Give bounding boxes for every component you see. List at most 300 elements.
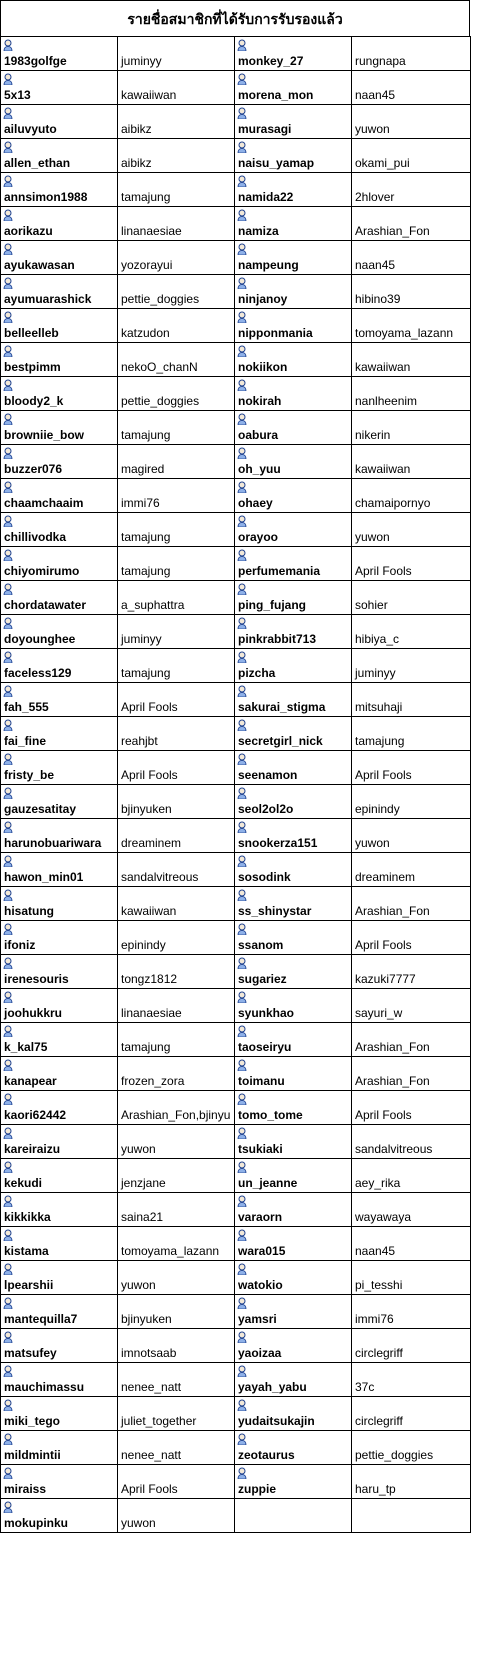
user-icon <box>3 1297 13 1309</box>
user-icon <box>3 277 13 289</box>
endorser-name-cell <box>118 37 235 71</box>
endorser-name-cell <box>352 581 471 615</box>
user-icon <box>237 481 247 493</box>
member-name-cell <box>235 955 352 989</box>
endorser-name-cell <box>118 343 235 377</box>
endorser-name-cell <box>352 139 471 173</box>
endorser-name-cell <box>118 105 235 139</box>
table-row <box>1 785 471 819</box>
table-row <box>1 139 471 173</box>
endorser-name-cell <box>352 717 471 751</box>
member-name: perfumemania <box>238 564 321 578</box>
endorser-name-cell <box>352 1329 471 1363</box>
user-icon <box>3 1093 13 1105</box>
member-name-cell <box>235 105 352 139</box>
page-title: รายชื่อสมาชิกที่ได้รับการรับรองแล้ว <box>0 0 470 36</box>
endorser-name: 2hlover <box>355 190 395 204</box>
endorser-name: hibino39 <box>355 292 401 306</box>
endorser-name-cell <box>118 411 235 445</box>
user-icon <box>3 1195 13 1207</box>
endorser-name: Arashian_Fon <box>355 1040 430 1054</box>
member-name: zuppie <box>238 1482 276 1496</box>
endorser-name: kazuki7777 <box>355 972 416 986</box>
endorser-name: Arashian_Fon <box>355 904 430 918</box>
member-name-cell <box>235 275 352 309</box>
endorser-name: 37c <box>355 1380 375 1394</box>
member-name-cell <box>235 1397 352 1431</box>
member-name: kanapear <box>4 1074 57 1088</box>
member-name: matsufey <box>4 1346 57 1360</box>
member-name: nokiikon <box>238 360 288 374</box>
table-row <box>1 615 471 649</box>
endorser-name-cell <box>352 37 471 71</box>
member-name-cell <box>235 989 352 1023</box>
endorser-name-cell <box>118 309 235 343</box>
table-row <box>1 683 471 717</box>
member-name: syunkhao <box>238 1006 295 1020</box>
member-name-cell <box>235 785 352 819</box>
member-name: irenesouris <box>4 972 69 986</box>
member-name: zeotaurus <box>238 1448 295 1462</box>
member-name: monkey_27 <box>238 54 304 68</box>
member-name: k_kal75 <box>4 1040 48 1054</box>
user-icon <box>237 1467 247 1479</box>
endorser-name-cell <box>352 853 471 887</box>
table-row <box>1 411 471 445</box>
user-icon <box>3 787 13 799</box>
table-row <box>1 173 471 207</box>
user-icon <box>237 1195 247 1207</box>
endorser-name-cell <box>352 173 471 207</box>
member-name-cell <box>235 445 352 479</box>
table-row <box>1 377 471 411</box>
endorser-name: chamaipornyo <box>355 496 431 510</box>
table-row <box>1 989 471 1023</box>
endorser-name-cell <box>352 683 471 717</box>
table-row <box>1 921 471 955</box>
user-icon <box>3 1229 13 1241</box>
member-name-cell <box>1 71 118 105</box>
table-row <box>1 1023 471 1057</box>
endorser-name-cell <box>352 819 471 853</box>
member-name: un_jeanne <box>238 1176 298 1190</box>
member-name-cell <box>1 1227 118 1261</box>
user-icon <box>3 1161 13 1173</box>
member-name: lpearshii <box>4 1278 54 1292</box>
member-name: seol2ol2o <box>238 802 294 816</box>
endorser-name-cell <box>352 1363 471 1397</box>
user-icon <box>3 481 13 493</box>
endorser-name-cell <box>118 139 235 173</box>
endorser-name: sayuri_w <box>355 1006 403 1020</box>
user-icon <box>237 243 247 255</box>
endorser-name-cell <box>118 955 235 989</box>
member-name: chiyomirumo <box>4 564 80 578</box>
endorser-name: circlegriff <box>355 1346 403 1360</box>
user-icon <box>237 1331 247 1343</box>
endorser-name-cell <box>118 785 235 819</box>
user-icon <box>3 1433 13 1445</box>
member-name-cell <box>1 989 118 1023</box>
endorser-name: wayawaya <box>355 1210 412 1224</box>
endorser-name-cell <box>118 479 235 513</box>
table-row <box>1 241 471 275</box>
member-name-cell <box>235 921 352 955</box>
endorser-name-cell <box>352 241 471 275</box>
member-name: toimanu <box>238 1074 285 1088</box>
endorser-name: kawaiiwan <box>121 88 177 102</box>
endorser-name: naan45 <box>355 88 396 102</box>
member-name: snookerza151 <box>238 836 318 850</box>
member-name-cell <box>1 1193 118 1227</box>
member-name-cell <box>1 717 118 751</box>
endorser-name: sandalvitreous <box>121 870 199 884</box>
member-name: yaoizaa <box>238 1346 282 1360</box>
member-name-cell <box>235 1295 352 1329</box>
user-icon <box>237 957 247 969</box>
member-name-cell <box>1 1431 118 1465</box>
user-icon <box>237 685 247 697</box>
member-name-cell <box>235 377 352 411</box>
member-name-cell <box>1 37 118 71</box>
endorser-name-cell <box>118 1023 235 1057</box>
endorser-name: nekoO_chanN <box>121 360 198 374</box>
member-name: joohukkru <box>4 1006 63 1020</box>
member-name: annsimon1988 <box>4 190 88 204</box>
endorser-name-cell <box>352 989 471 1023</box>
endorser-name: epinindy <box>355 802 400 816</box>
member-name: bloody2_k <box>4 394 64 408</box>
user-icon <box>237 379 247 391</box>
endorser-name-cell <box>352 411 471 445</box>
member-name-cell <box>1 853 118 887</box>
endorser-name: aibikz <box>121 156 152 170</box>
member-name-cell <box>1 241 118 275</box>
user-icon <box>3 107 13 119</box>
user-icon <box>237 1433 247 1445</box>
member-name-cell <box>1 887 118 921</box>
endorser-name: nenee_natt <box>121 1448 182 1462</box>
member-name: mauchimassu <box>4 1380 85 1394</box>
member-name-cell <box>235 717 352 751</box>
endorser-name: immi76 <box>355 1312 394 1326</box>
member-name-cell <box>1 513 118 547</box>
member-name: ping_fujang <box>238 598 306 612</box>
member-name: nampeung <box>238 258 299 272</box>
user-icon <box>3 719 13 731</box>
member-name-cell <box>1 1329 118 1363</box>
member-name: chillivodka <box>4 530 67 544</box>
member-name-cell <box>235 71 352 105</box>
table-row <box>1 955 471 989</box>
member-name-cell <box>235 241 352 275</box>
endorser-name-cell <box>352 1465 471 1499</box>
user-icon <box>237 1025 247 1037</box>
endorser-name: yozorayui <box>121 258 173 272</box>
endorser-name: aey_rika <box>355 1176 401 1190</box>
endorser-name: tomoyama_lazann <box>355 326 454 340</box>
member-name-cell <box>1 785 118 819</box>
member-name-cell <box>1 1159 118 1193</box>
member-name-cell <box>1 547 118 581</box>
endorser-name-cell <box>352 207 471 241</box>
endorser-name-cell <box>118 1091 235 1125</box>
endorser-name: juminyy <box>355 666 396 680</box>
user-icon <box>3 73 13 85</box>
member-name: chordatawater <box>4 598 87 612</box>
endorser-name: linanaesiae <box>121 224 182 238</box>
endorser-name: Arashian_Fon,bjinyu <box>121 1108 231 1122</box>
endorser-name: April Fools <box>121 768 178 782</box>
table-row <box>1 1295 471 1329</box>
member-name: kareiraizu <box>4 1142 61 1156</box>
member-name-cell <box>1 105 118 139</box>
endorser-name: jenzjane <box>121 1176 166 1190</box>
member-name-cell <box>1 1023 118 1057</box>
user-icon <box>3 753 13 765</box>
endorser-name-cell <box>352 71 471 105</box>
member-name: ssanom <box>238 938 284 952</box>
member-name: gauzesatitay <box>4 802 77 816</box>
endorser-name-cell <box>352 309 471 343</box>
user-icon <box>237 515 247 527</box>
endorser-name: tamajung <box>355 734 405 748</box>
table-row <box>1 309 471 343</box>
member-name-cell <box>1 479 118 513</box>
endorser-name: frozen_zora <box>121 1074 185 1088</box>
endorser-name-cell <box>118 683 235 717</box>
endorser-name-cell <box>352 1057 471 1091</box>
endorser-name: dreaminem <box>355 870 416 884</box>
member-name: taoseiryu <box>238 1040 292 1054</box>
user-icon <box>237 39 247 51</box>
endorser-name: tamajung <box>121 666 171 680</box>
table-row <box>1 445 471 479</box>
member-name: yamsri <box>238 1312 277 1326</box>
endorser-name-cell <box>352 1125 471 1159</box>
user-icon <box>237 1127 247 1139</box>
member-name-cell <box>1 207 118 241</box>
endorser-name: tamajung <box>121 1040 171 1054</box>
table-row <box>1 1397 471 1431</box>
member-name-cell <box>235 173 352 207</box>
user-icon <box>3 1501 13 1513</box>
member-name: chaamchaaim <box>4 496 84 510</box>
member-name: nokirah <box>238 394 282 408</box>
endorser-name-cell <box>118 275 235 309</box>
member-name: 5x13 <box>4 88 31 102</box>
endorser-name-cell <box>352 343 471 377</box>
member-name-cell <box>235 139 352 173</box>
user-icon <box>3 379 13 391</box>
member-name: miraiss <box>4 1482 47 1496</box>
user-icon <box>237 1263 247 1275</box>
member-name-cell <box>235 683 352 717</box>
member-name: pizcha <box>238 666 276 680</box>
endorser-name: tamajung <box>121 564 171 578</box>
member-name-cell <box>235 1091 352 1125</box>
table-row <box>1 1465 471 1499</box>
endorser-name-cell <box>118 921 235 955</box>
endorser-name-cell <box>118 581 235 615</box>
table-row <box>1 71 471 105</box>
user-icon <box>237 175 247 187</box>
endorser-name: sohier <box>355 598 388 612</box>
endorser-name-cell <box>118 1261 235 1295</box>
member-name: faceless129 <box>4 666 72 680</box>
table-row <box>1 513 471 547</box>
endorser-name-cell <box>352 445 471 479</box>
table-row <box>1 887 471 921</box>
member-name-cell <box>1 751 118 785</box>
endorser-name: kawaiiwan <box>121 904 177 918</box>
endorser-name-cell <box>118 513 235 547</box>
member-name: sosodink <box>238 870 291 884</box>
user-icon <box>237 73 247 85</box>
member-name: hawon_min01 <box>4 870 84 884</box>
member-name-cell <box>1 615 118 649</box>
member-name-cell <box>235 1159 352 1193</box>
table-row <box>1 343 471 377</box>
user-icon <box>3 957 13 969</box>
endorser-name: yuwon <box>121 1516 156 1530</box>
member-name: naisu_yamap <box>238 156 315 170</box>
endorser-name-cell <box>352 547 471 581</box>
user-icon <box>237 855 247 867</box>
member-name: pinkrabbit713 <box>238 632 317 646</box>
member-name: yudaitsukajin <box>238 1414 315 1428</box>
member-name-cell <box>1 173 118 207</box>
endorser-name-cell <box>118 751 235 785</box>
member-name-cell <box>235 1261 352 1295</box>
user-icon <box>237 923 247 935</box>
table-row <box>1 37 471 71</box>
member-name-cell <box>235 309 352 343</box>
member-name: tsukiaki <box>238 1142 283 1156</box>
user-icon <box>237 413 247 425</box>
member-name-cell <box>1 445 118 479</box>
endorser-name-cell <box>352 1295 471 1329</box>
user-icon <box>3 175 13 187</box>
member-name-cell <box>1 581 118 615</box>
member-name: kekudi <box>4 1176 43 1190</box>
endorser-name: nenee_natt <box>121 1380 182 1394</box>
endorser-name: April Fools <box>355 938 412 952</box>
member-name-cell <box>235 1227 352 1261</box>
endorser-name: April Fools <box>121 1482 178 1496</box>
table-row <box>1 819 471 853</box>
endorser-name: bjinyuken <box>121 1312 172 1326</box>
member-name: ohaey <box>238 496 273 510</box>
endorser-name: pettie_doggies <box>355 1448 434 1462</box>
endorser-name: katzudon <box>121 326 170 340</box>
member-name-cell <box>1 1363 118 1397</box>
user-icon <box>237 1365 247 1377</box>
member-name: hisatung <box>4 904 54 918</box>
endorser-name: pettie_doggies <box>121 292 200 306</box>
user-icon <box>237 583 247 595</box>
endorser-name-cell <box>352 615 471 649</box>
endorser-name-cell <box>118 989 235 1023</box>
endorser-name-cell <box>118 1329 235 1363</box>
endorser-name-cell <box>118 1159 235 1193</box>
endorser-name: April Fools <box>355 564 412 578</box>
table-row <box>1 1431 471 1465</box>
user-icon <box>237 821 247 833</box>
member-name: secretgirl_nick <box>238 734 323 748</box>
endorser-name-cell <box>352 955 471 989</box>
endorser-name-cell <box>352 921 471 955</box>
endorser-name-cell <box>352 513 471 547</box>
member-name-cell <box>1 309 118 343</box>
endorser-name: naan45 <box>355 258 396 272</box>
user-icon <box>237 1229 247 1241</box>
endorser-name-cell <box>352 751 471 785</box>
member-name-cell <box>1 1397 118 1431</box>
member-name: oabura <box>238 428 279 442</box>
endorser-name: okami_pui <box>355 156 410 170</box>
member-name-cell <box>1 411 118 445</box>
endorser-name-cell <box>352 275 471 309</box>
user-icon <box>237 311 247 323</box>
endorser-name-cell <box>352 1431 471 1465</box>
member-name: ayukawasan <box>4 258 75 272</box>
endorser-name-cell <box>352 479 471 513</box>
user-icon <box>3 651 13 663</box>
endorser-name: pi_tesshi <box>355 1278 403 1292</box>
user-icon <box>237 1059 247 1071</box>
member-name: ninjanoy <box>238 292 288 306</box>
endorser-name: tamajung <box>121 428 171 442</box>
member-name-cell <box>235 479 352 513</box>
endorser-name-cell <box>118 207 235 241</box>
endorser-name-cell <box>352 377 471 411</box>
member-name: ailuvyuto <box>4 122 57 136</box>
endorser-name-cell <box>352 1159 471 1193</box>
member-name: doyounghee <box>4 632 76 646</box>
member-name-cell <box>1 683 118 717</box>
endorser-name-cell <box>352 1023 471 1057</box>
member-name-cell <box>235 37 352 71</box>
endorser-name: tamajung <box>121 530 171 544</box>
member-name: murasagi <box>238 122 292 136</box>
endorser-name-cell <box>118 1499 235 1533</box>
table-row <box>1 1193 471 1227</box>
endorser-name-cell <box>118 853 235 887</box>
endorser-name-cell <box>118 241 235 275</box>
member-name-cell <box>1 139 118 173</box>
member-name-cell <box>1 1125 118 1159</box>
member-name-cell <box>1 649 118 683</box>
user-icon <box>3 991 13 1003</box>
member-name: wara015 <box>238 1244 286 1258</box>
user-icon <box>3 311 13 323</box>
member-name-cell <box>235 751 352 785</box>
endorser-name-cell <box>352 105 471 139</box>
endorser-name: yuwon <box>355 530 390 544</box>
table-row <box>1 581 471 615</box>
user-icon <box>3 889 13 901</box>
member-name: morena_mon <box>238 88 314 102</box>
user-icon <box>3 515 13 527</box>
user-icon <box>3 1263 13 1275</box>
user-icon <box>237 719 247 731</box>
member-name-cell <box>235 1329 352 1363</box>
member-name: buzzer076 <box>4 462 63 476</box>
endorser-name: April Fools <box>355 1108 412 1122</box>
member-name-cell <box>235 1499 352 1533</box>
member-name: aorikazu <box>4 224 53 238</box>
